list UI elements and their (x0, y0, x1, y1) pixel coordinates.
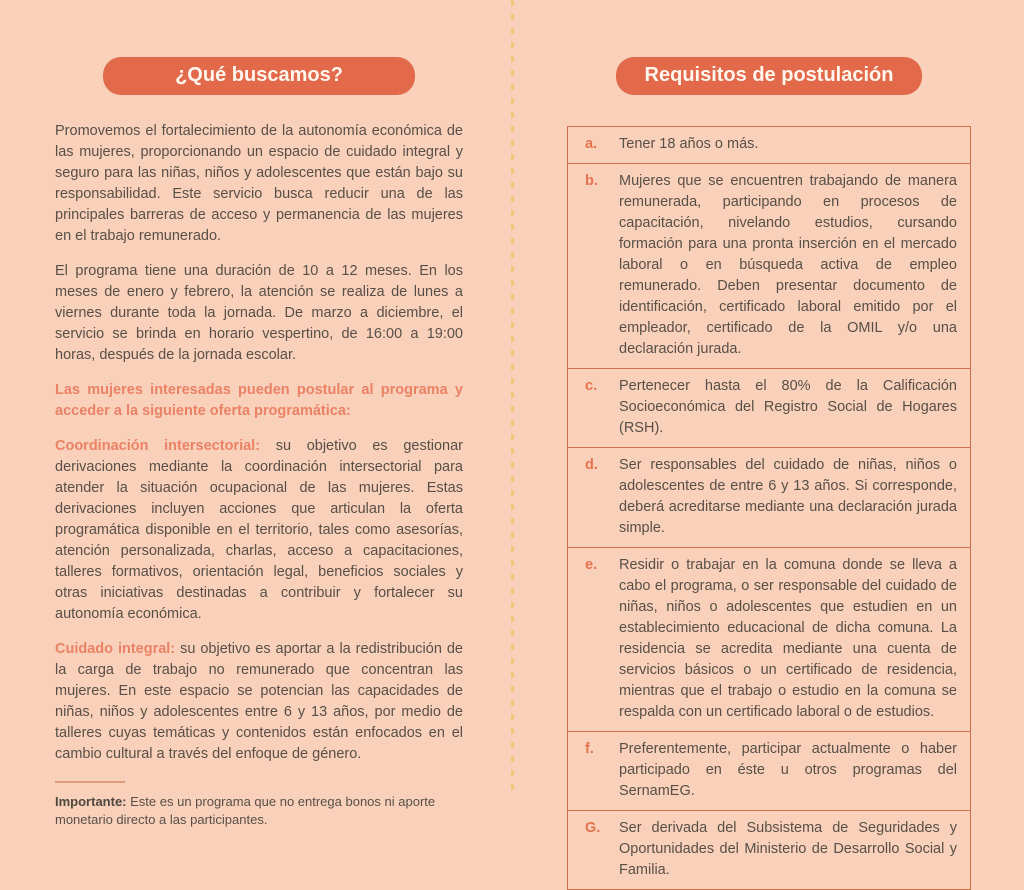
requirement-text-a: Tener 18 años o más. (619, 136, 759, 152)
requirement-letter-f: f. (585, 741, 594, 757)
left-panel (55, 57, 463, 829)
left-panel-title: ¿Qué buscamos? (175, 64, 343, 86)
requirement-text-b: Mujeres que se encuentren trabajando de manera remunerada, participando en procesos de capacitación, nivelando estudios, cursando formación para una pronta inserción en el mercado laboral o en búsqueda activa de empleo remunerado. Deben presentar documento de identificación, certificado laboral emitido por el empleador, certificado de la OMIL y/o una declaración jurada. (619, 173, 957, 357)
right-panel-title-pill (616, 57, 922, 95)
left-panel-title-pill (103, 57, 415, 95)
center-fold-dashed-divider (511, 0, 514, 792)
important-note-text: Este es un programa que no entrega bonos ni aporte monetario directo a las participantes. (55, 794, 436, 827)
requirement-text-d: Ser responsables del cuidado de niñas, niños o adolescentes de entre 6 y 13 años. Si corresponde, deberá acreditarse mediante una declaración jurada simple. (619, 457, 957, 536)
intro-paragraph: Promovemos el fortalecimiento de la autonomía económica de las mujeres, proporcionando un espacio de cuidado integral y seguro para las niñas, niños y adolescentes que están bajo su responsabilidad. Este servicio busca reducir una de las principales barreras de acceso y permanencia de las mujeres en el trabajo remunerado. (55, 123, 463, 244)
left-panel-body (55, 121, 463, 829)
requirement-letter-d: d. (585, 457, 598, 473)
note-divider-line (55, 781, 125, 783)
section-coordinacion-title: Coordinación intersectorial: (55, 438, 261, 454)
requirement-row-e (568, 548, 970, 732)
requirement-row-c (568, 369, 970, 448)
requirement-letter-a: a. (585, 136, 598, 152)
requirements-box (567, 126, 971, 890)
postulation-highlight: Las mujeres interesadas pueden postular al programa y acceder a la siguiente oferta programática: (55, 382, 463, 419)
requirement-letter-e: e. (585, 557, 598, 573)
important-note-label: Importante: (55, 794, 127, 809)
requirement-letter-c: c. (585, 378, 598, 394)
requirement-row-g (568, 811, 970, 889)
requirement-text-g: Ser derivada del Subsistema de Seguridades y Oportunidades del Ministerio de Desarrollo Social y Familia. (619, 820, 957, 878)
requirement-text-e: Residir o trabajar en la comuna donde se lleva a cabo el programa, o ser responsable del cuidado de niñas, niños o adolescentes que estudien en un establecimiento educacional de dicha comuna. La residencia se acredita mediante una cuenta de servicios básicos o un certificado de residencia, mientras que el trabajo o estudio en la comuna se respalda con un certificado laboral o de estudios. (619, 557, 957, 720)
requirement-row-a (568, 127, 970, 164)
requirement-row-d (568, 448, 970, 548)
section-cuidado-integral (55, 639, 463, 765)
right-panel-title: Requisitos de postulación (644, 64, 894, 86)
important-note (55, 793, 463, 829)
requirement-letter-g: G. (585, 820, 601, 836)
section-coordinacion-body: su objetivo es gestionar derivaciones mediante la coordinación intersectorial para atender la situación ocupacional de las mujeres. Estas derivaciones incluyen acciones que articulan la oferta programática disponible en el territorio, tales como asesorías, atención personalizada, charlas, acceso a capacitaciones, talleres formativos, orientación legal, beneficios sociales y otras iniciativas destinadas a contribuir y fortalecer su autonomía económica. (55, 438, 463, 622)
requirement-letter-b: b. (585, 173, 598, 189)
schedule-paragraph: El programa tiene una duración de 10 a 12 meses. En los meses de enero y febrero, la atención se realiza de lunes a viernes durante toda la jornada. De marzo a diciembre, el servicio se brinda en horario vespertino, de 16:00 a 19:00 horas, después de la jornada escolar. (55, 263, 463, 363)
section-coordinacion-intersectorial (55, 436, 463, 625)
requirement-row-f (568, 732, 970, 811)
right-panel (567, 57, 971, 890)
section-cuidado-title: Cuidado integral: (55, 641, 176, 657)
requirement-text-f: Preferentemente, participar actualmente o haber participado en éste u otros programas del SernamEG. (619, 741, 957, 799)
requirement-text-c: Pertenecer hasta el 80% de la Calificación Socioeconómica del Registro Social de Hogares (RSH). (619, 378, 957, 436)
requirement-row-b (568, 164, 970, 369)
section-cuidado-body: su objetivo es aportar a la redistribución de la carga de trabajo no remunerado que concentran las mujeres. En este espacio se potencian las capacidades de niñas, niños y adolescentes entre 6 y 13 años, por medio de talleres cuyas temáticas y contenidos están enfocados en el cambio cultural a través del enfoque de género. (55, 641, 463, 762)
